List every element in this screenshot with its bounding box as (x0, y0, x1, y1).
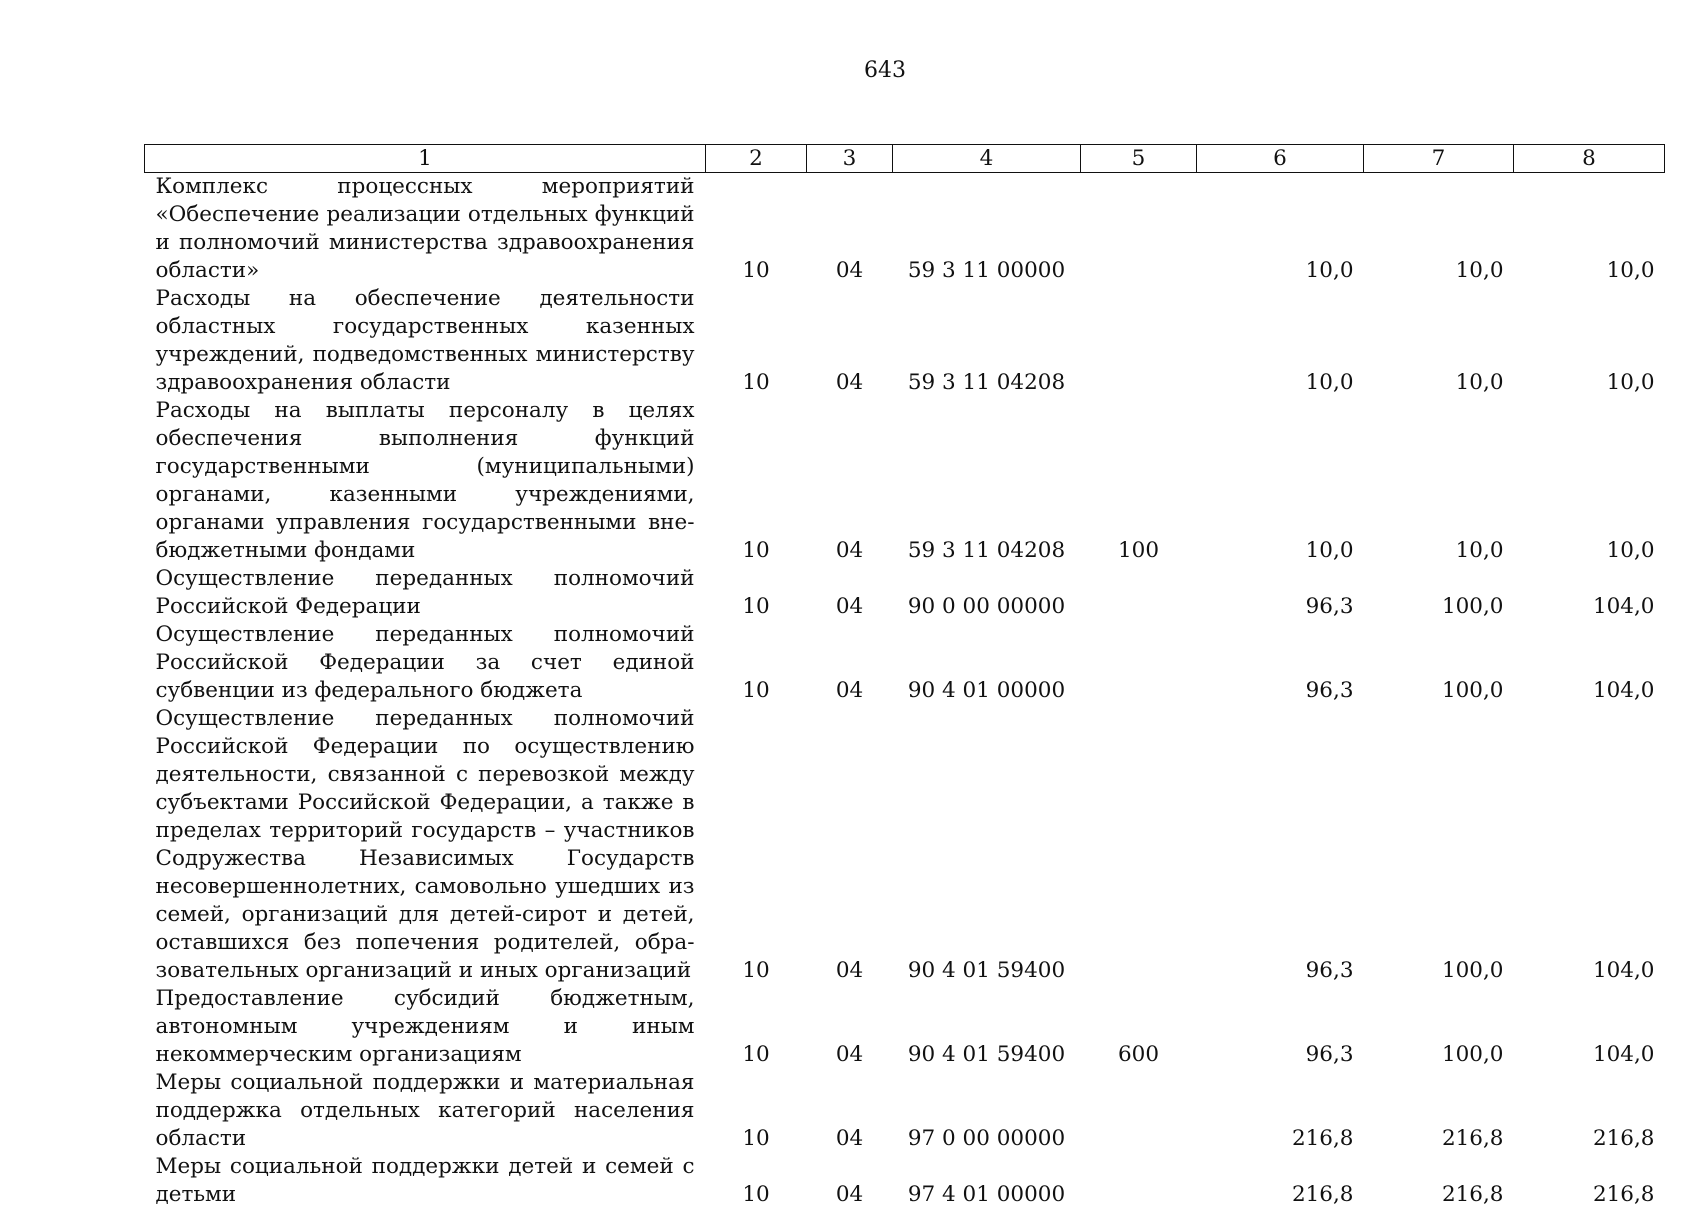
row-amount-col-8: 10,0 (1514, 397, 1665, 565)
page-number: 643 (0, 58, 1697, 84)
row-amount-col-6: 10,0 (1197, 173, 1364, 286)
row-description: Меры социальной поддержки и материальная поддержка отдельных категорий населения области (145, 1069, 706, 1153)
row-expense-type (1081, 285, 1197, 397)
header-col-8: 8 (1514, 145, 1665, 173)
row-description: Осуществление переданных полномочий Российской Федерации (145, 565, 706, 621)
row-section: 10 (706, 173, 807, 286)
row-subsection: 04 (807, 173, 893, 286)
row-description: Предоставление субсидий бюджетным, автономным учреждениям и иным некоммерческим организациям (145, 985, 706, 1069)
table-row (145, 1069, 1665, 1153)
table-row (145, 1153, 1665, 1209)
row-section: 10 (706, 565, 807, 621)
row-target-code: 97 4 01 00000 (893, 1153, 1081, 1209)
row-target-code: 59 3 11 04208 (893, 285, 1081, 397)
row-section: 10 (706, 621, 807, 705)
row-section: 10 (706, 1069, 807, 1153)
row-description: Комплекс процессных мероприятий «Обеспечение реализации отдельных функций и полномочий министерства здравоохранения области» (145, 173, 706, 286)
row-section: 10 (706, 985, 807, 1069)
row-amount-col-7: 10,0 (1364, 173, 1514, 286)
row-target-code: 97 0 00 00000 (893, 1069, 1081, 1153)
row-expense-type (1081, 1153, 1197, 1209)
row-amount-col-6: 96,3 (1197, 705, 1364, 985)
row-expense-type (1081, 173, 1197, 286)
row-target-code: 90 4 01 59400 (893, 985, 1081, 1069)
row-description: Меры социальной поддержки детей и семей с детьми (145, 1153, 706, 1209)
row-amount-col-6: 96,3 (1197, 985, 1364, 1069)
row-expense-type (1081, 1069, 1197, 1153)
row-amount-col-8: 10,0 (1514, 285, 1665, 397)
row-description: Осуществление переданных полномочий Российской Федерации за счет единой субвенции из федерального бюджета (145, 621, 706, 705)
row-target-code: 90 4 01 59400 (893, 705, 1081, 985)
row-amount-col-8: 216,8 (1514, 1069, 1665, 1153)
row-amount-col-8: 104,0 (1514, 621, 1665, 705)
row-description: Расходы на выплаты персоналу в целях обеспечения выполнения функций государственными (муниципальными) органами, казенными учреждениями, органами управления государственными внебюджетными фондами (145, 397, 706, 565)
row-section: 10 (706, 1153, 807, 1209)
row-expense-type: 600 (1081, 985, 1197, 1069)
table-row (145, 173, 1665, 286)
header-col-3: 3 (807, 145, 893, 173)
row-description: Расходы на обеспечение деятельности областных государственных казенных учреждений, подведомственных министерству здравоохранения области (145, 285, 706, 397)
row-amount-col-8: 104,0 (1514, 565, 1665, 621)
row-amount-col-7: 100,0 (1364, 565, 1514, 621)
row-subsection: 04 (807, 1153, 893, 1209)
table-row (145, 565, 1665, 621)
budget-table (144, 144, 1665, 1209)
header-col-4: 4 (893, 145, 1081, 173)
table-row (145, 285, 1665, 397)
header-col-1: 1 (145, 145, 706, 173)
row-subsection: 04 (807, 1069, 893, 1153)
row-amount-col-6: 216,8 (1197, 1153, 1364, 1209)
header-col-5: 5 (1081, 145, 1197, 173)
row-amount-col-6: 216,8 (1197, 1069, 1364, 1153)
row-target-code: 59 3 11 00000 (893, 173, 1081, 286)
row-subsection: 04 (807, 285, 893, 397)
table-body (145, 173, 1665, 1209)
row-subsection: 04 (807, 985, 893, 1069)
row-amount-col-8: 104,0 (1514, 705, 1665, 985)
row-expense-type (1081, 705, 1197, 985)
row-section: 10 (706, 705, 807, 985)
row-amount-col-7: 100,0 (1364, 621, 1514, 705)
row-expense-type (1081, 621, 1197, 705)
table-row (145, 985, 1665, 1069)
row-description: Осуществление переданных полномочий Российской Федерации по осуществлению деятельности, связанной с перевозкой между субъектами Российской Федерации, а также в пределах территорий государств – участников Содружества Независимых Государств несовершеннолетних, самовольно ушедших из семей, организаций для детей-сирот и детей, оставшихся без попечения родителей, образовательных организаций и иных организаций (145, 705, 706, 985)
row-section: 10 (706, 397, 807, 565)
row-amount-col-6: 96,3 (1197, 621, 1364, 705)
row-amount-col-8: 216,8 (1514, 1153, 1665, 1209)
row-amount-col-6: 96,3 (1197, 565, 1364, 621)
row-amount-col-6: 10,0 (1197, 285, 1364, 397)
row-target-code: 90 0 00 00000 (893, 565, 1081, 621)
row-amount-col-7: 10,0 (1364, 285, 1514, 397)
row-expense-type: 100 (1081, 397, 1197, 565)
table-row (145, 621, 1665, 705)
row-amount-col-6: 10,0 (1197, 397, 1364, 565)
row-expense-type (1081, 565, 1197, 621)
header-row (145, 145, 1665, 173)
row-amount-col-8: 10,0 (1514, 173, 1665, 286)
header-col-6: 6 (1197, 145, 1364, 173)
row-target-code: 59 3 11 04208 (893, 397, 1081, 565)
row-amount-col-7: 100,0 (1364, 705, 1514, 985)
table-row (145, 705, 1665, 985)
table-header (145, 145, 1665, 173)
row-subsection: 04 (807, 565, 893, 621)
row-target-code: 90 4 01 00000 (893, 621, 1081, 705)
table-row (145, 397, 1665, 565)
row-amount-col-7: 10,0 (1364, 397, 1514, 565)
header-col-2: 2 (706, 145, 807, 173)
row-amount-col-7: 100,0 (1364, 985, 1514, 1069)
row-subsection: 04 (807, 705, 893, 985)
header-col-7: 7 (1364, 145, 1514, 173)
row-subsection: 04 (807, 621, 893, 705)
row-amount-col-7: 216,8 (1364, 1153, 1514, 1209)
row-subsection: 04 (807, 397, 893, 565)
row-section: 10 (706, 285, 807, 397)
row-amount-col-8: 104,0 (1514, 985, 1665, 1069)
row-amount-col-7: 216,8 (1364, 1069, 1514, 1153)
